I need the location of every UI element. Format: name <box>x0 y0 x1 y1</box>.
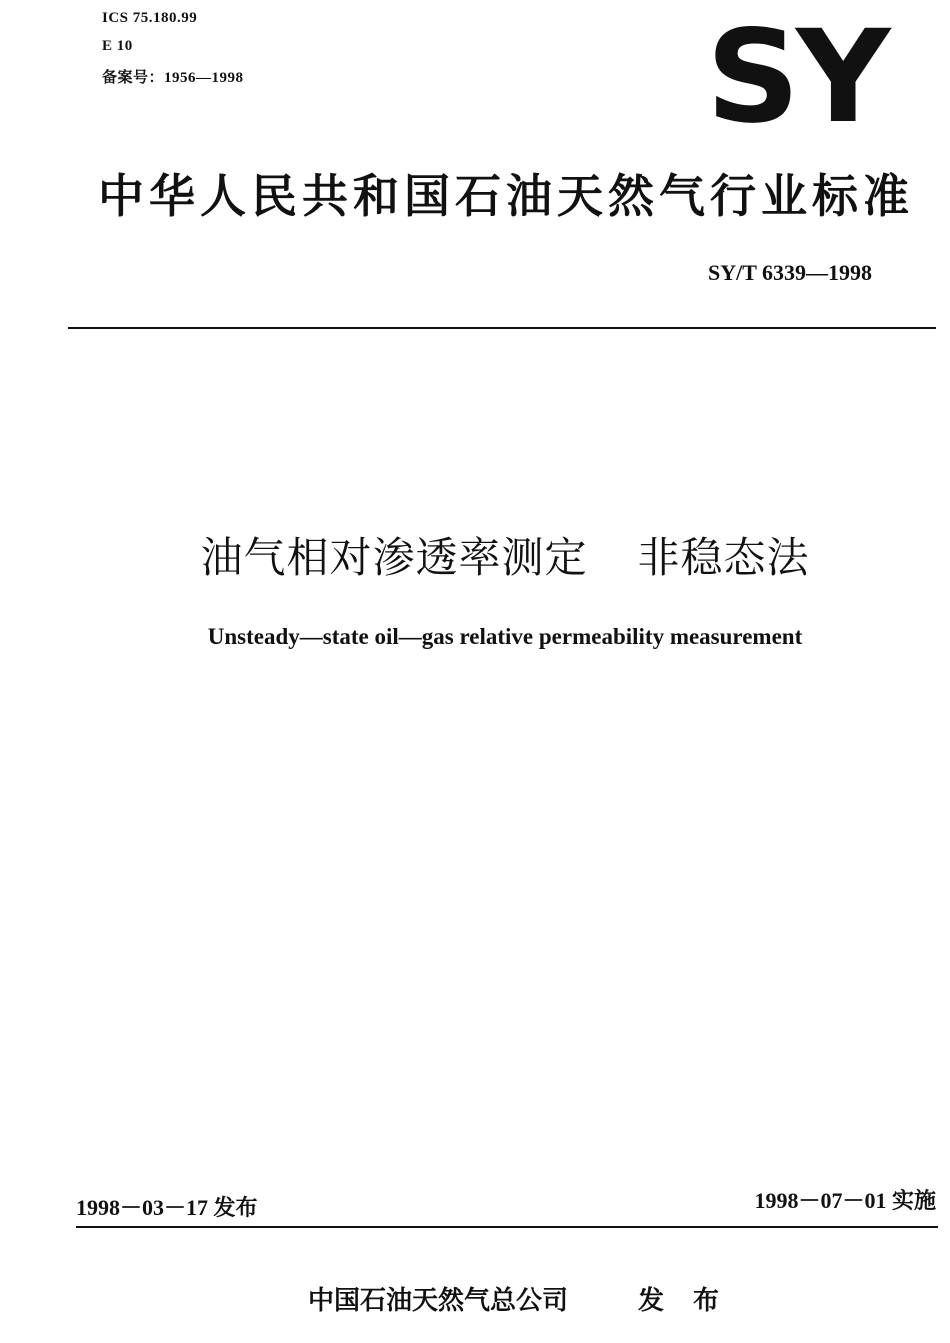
publisher-name: 中国石油天然气总公司 <box>308 1286 569 1316</box>
top-divider <box>68 327 936 329</box>
classification-code: E 10 <box>102 38 133 54</box>
filing-number: 备案号：1956—1998 <box>102 70 244 86</box>
title-chinese-part2: 非稳态法 <box>637 533 810 582</box>
bottom-divider <box>76 1226 938 1228</box>
title-english: Unsteady—state oil—gas relative permeability measurement <box>207 624 803 649</box>
effective-date: 1998－07－01 实施 <box>754 1188 936 1213</box>
sy-logo: SY <box>706 3 887 152</box>
standard-number: SY/T 6339—1998 <box>707 260 872 285</box>
standard-category: 中华人民共和国石油天然气行业标准 <box>98 169 914 223</box>
publish-action: 发 布 <box>638 1286 730 1316</box>
ics-code: ICS 75.180.99 <box>102 10 198 26</box>
title-chinese <box>0 525 950 585</box>
issue-date: 1998－03－17 发布 <box>76 1195 258 1220</box>
title-chinese-part1: 油气相对渗透率测定 <box>200 533 588 582</box>
